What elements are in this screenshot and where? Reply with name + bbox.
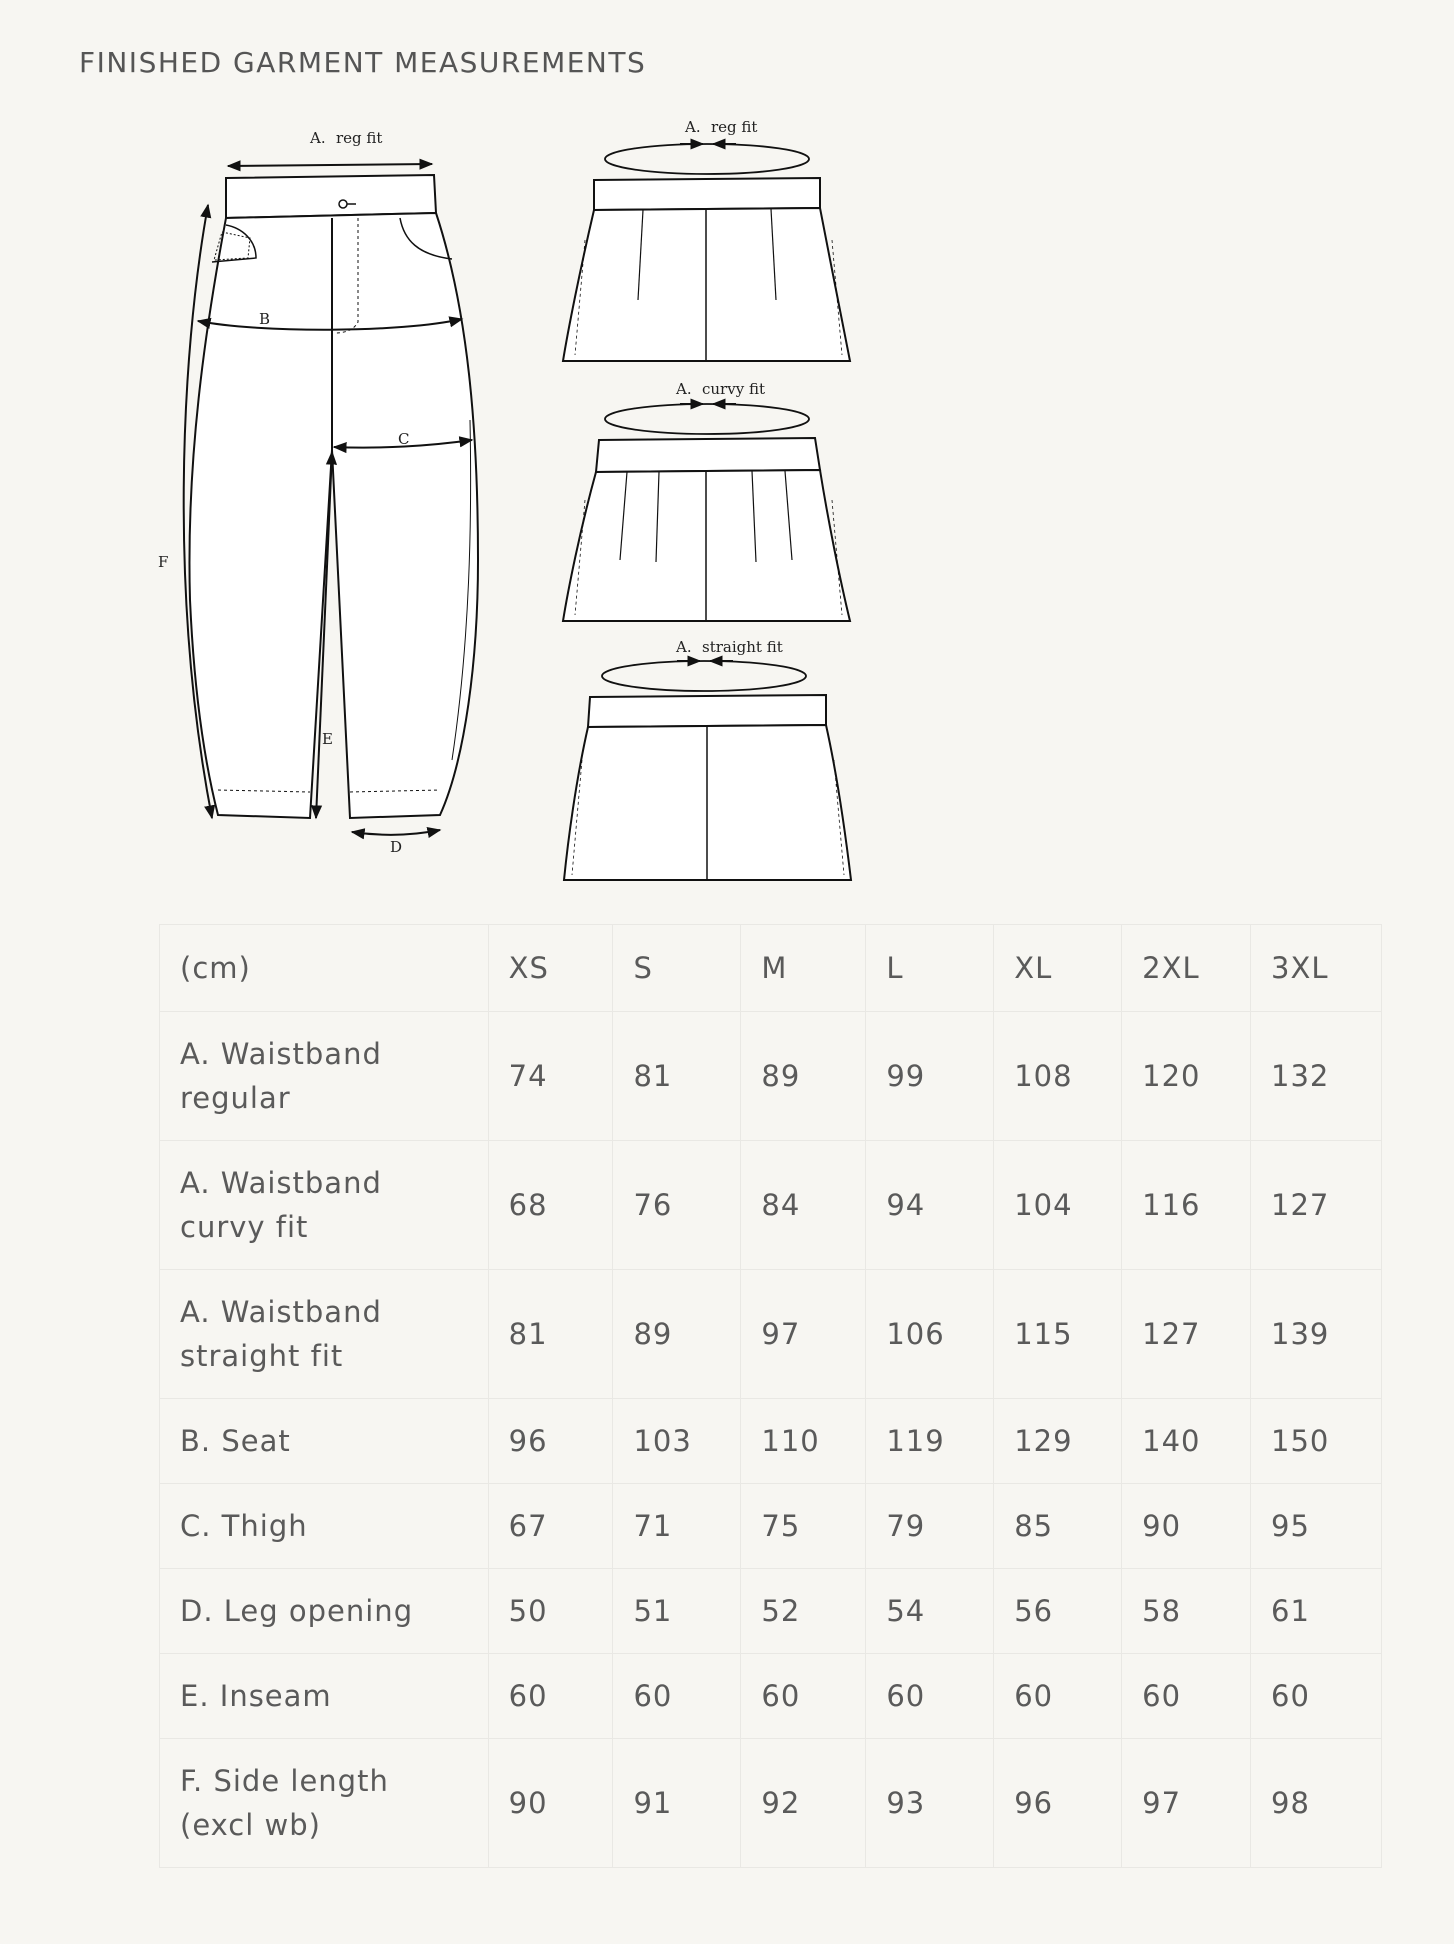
table-cell: 89: [741, 1012, 866, 1141]
table-cell: 96: [994, 1739, 1122, 1868]
table-cell: 98: [1251, 1739, 1382, 1868]
table-cell: 84: [741, 1141, 866, 1270]
label-straight-fit-view: straight fit: [702, 638, 783, 656]
table-cell: 139: [1251, 1270, 1382, 1399]
table-cell: 60: [1122, 1654, 1251, 1739]
table-cell: 81: [613, 1012, 741, 1141]
table-header-row: [160, 925, 1382, 1012]
label-a-view1: A.: [685, 118, 701, 136]
table-cell: 129: [994, 1399, 1122, 1484]
table-cell: 120: [1122, 1012, 1251, 1141]
table-cell: 140: [1122, 1399, 1251, 1484]
table-cell: 110: [741, 1399, 866, 1484]
table-cell: 90: [1122, 1484, 1251, 1569]
label-e: E: [322, 730, 333, 748]
table-cell: 60: [613, 1654, 741, 1739]
label-a-view3: A.: [676, 638, 692, 656]
table-row: [160, 1012, 1382, 1141]
table-cell: 89: [613, 1270, 741, 1399]
table-cell: 127: [1122, 1270, 1251, 1399]
table-cell: 150: [1251, 1399, 1382, 1484]
table-cell: 71: [613, 1484, 741, 1569]
label-b: B: [259, 310, 271, 328]
table-cell: 60: [1251, 1654, 1382, 1739]
waist-view-curvy-fit: [563, 404, 850, 621]
row-label: F. Side length (excl wb): [160, 1739, 489, 1868]
garment-diagram: [0, 0, 1454, 904]
table-cell: 96: [488, 1399, 613, 1484]
row-label: A. Waistband curvy fit: [160, 1141, 489, 1270]
table-row: [160, 1569, 1382, 1654]
header-unit: (cm): [160, 925, 489, 1012]
table-cell: 99: [866, 1012, 994, 1141]
table-cell: 68: [488, 1141, 613, 1270]
table-cell: 97: [741, 1270, 866, 1399]
table-cell: 52: [741, 1569, 866, 1654]
table-row: [160, 1654, 1382, 1739]
table-cell: 76: [613, 1141, 741, 1270]
table-row: [160, 1399, 1382, 1484]
table-cell: 115: [994, 1270, 1122, 1399]
table-cell: 106: [866, 1270, 994, 1399]
table-cell: 92: [741, 1739, 866, 1868]
row-label: A. Waistband straight fit: [160, 1270, 489, 1399]
row-label: C. Thigh: [160, 1484, 489, 1569]
header-size-xl: XL: [994, 925, 1122, 1012]
header-size-m: M: [741, 925, 866, 1012]
table-cell: 75: [741, 1484, 866, 1569]
table-cell: 108: [994, 1012, 1122, 1141]
label-c: C: [398, 430, 410, 448]
table-cell: 132: [1251, 1012, 1382, 1141]
table-cell: 58: [1122, 1569, 1251, 1654]
table-row: [160, 1484, 1382, 1569]
table-cell: 95: [1251, 1484, 1382, 1569]
table-cell: 50: [488, 1569, 613, 1654]
row-label: D. Leg opening: [160, 1569, 489, 1654]
table-cell: 104: [994, 1141, 1122, 1270]
table-cell: 90: [488, 1739, 613, 1868]
trouser-front-illustration: [189, 175, 478, 818]
table-cell: 94: [866, 1141, 994, 1270]
header-size-2xl: 2XL: [1122, 925, 1251, 1012]
header-size-l: L: [866, 925, 994, 1012]
table-cell: 127: [1251, 1141, 1382, 1270]
table-cell: 103: [613, 1399, 741, 1484]
header-size-s: S: [613, 925, 741, 1012]
table-cell: 116: [1122, 1141, 1251, 1270]
table-cell: 74: [488, 1012, 613, 1141]
table-cell: 51: [613, 1569, 741, 1654]
table-cell: 93: [866, 1739, 994, 1868]
table-row: [160, 1141, 1382, 1270]
label-reg-fit-view: reg fit: [711, 118, 758, 136]
label-a-view2: A.: [676, 380, 692, 398]
table-cell: 67: [488, 1484, 613, 1569]
table-cell: 54: [866, 1569, 994, 1654]
table-cell: 60: [488, 1654, 613, 1739]
measurement-table: [159, 924, 1382, 1868]
table-cell: 60: [741, 1654, 866, 1739]
page-title: FINISHED GARMENT MEASUREMENTS: [79, 46, 647, 79]
label-curvy-fit-view: curvy fit: [702, 380, 765, 398]
table-row: [160, 1739, 1382, 1868]
table-cell: 91: [613, 1739, 741, 1868]
table-cell: 60: [866, 1654, 994, 1739]
table-cell: 61: [1251, 1569, 1382, 1654]
table-cell: 56: [994, 1569, 1122, 1654]
waist-view-straight-fit: [564, 661, 851, 880]
table-cell: 60: [994, 1654, 1122, 1739]
row-label: E. Inseam: [160, 1654, 489, 1739]
table-row: [160, 1270, 1382, 1399]
label-d: D: [390, 838, 403, 856]
table-cell: 119: [866, 1399, 994, 1484]
table-cell: 81: [488, 1270, 613, 1399]
header-size-3xl: 3XL: [1251, 925, 1382, 1012]
table-cell: 79: [866, 1484, 994, 1569]
label-f: F: [158, 553, 169, 571]
header-size-xs: XS: [488, 925, 613, 1012]
waist-view-reg-fit: [563, 144, 850, 361]
table-cell: 85: [994, 1484, 1122, 1569]
row-label: B. Seat: [160, 1399, 489, 1484]
row-label: A. Waistband regular: [160, 1012, 489, 1141]
table-cell: 97: [1122, 1739, 1251, 1868]
label-a-front: A.: [310, 129, 326, 147]
label-reg-fit-front: reg fit: [336, 129, 383, 147]
